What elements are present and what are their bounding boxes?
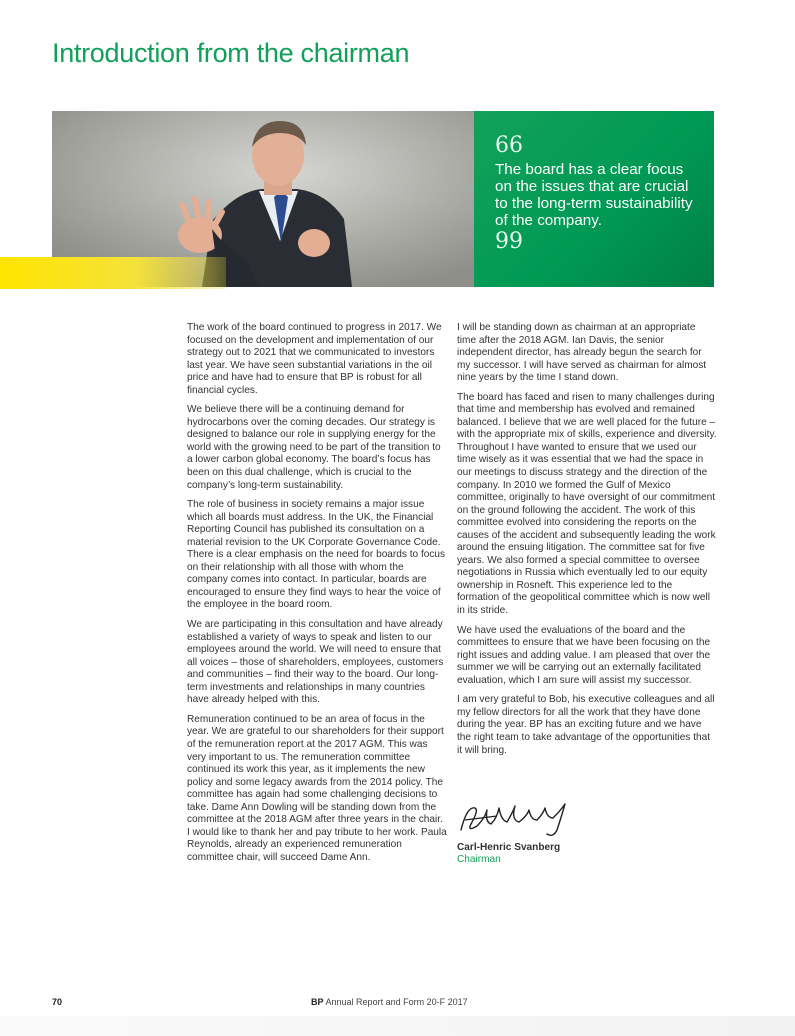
brand-name: BP (311, 997, 324, 1007)
publication-footer (311, 997, 468, 1007)
handwritten-signature (457, 800, 577, 838)
signature-block (457, 800, 657, 865)
body-paragraph: Remuneration continued to be an area of focus in the year. We are grateful to our shareholders for their support of the remuneration report at the 2017 AGM. This was very important to us. The remuneration committee continued its work this year, as it implements the new policy and some legacy awards from the 2014 policy. The committee has again had some challenging decisions to take. Dame Ann Dowling will be standing down from the committee at the 2018 AGM after three years in the chair. I would like to thank her and pay tribute to her work. Paula Reynolds, already an experienced remuneration committee chair, will succeed Dame Ann. (187, 713, 447, 863)
body-paragraph: We believe there will be a continuing demand for hydrocarbons over the coming decades. Our strategy is designed to balance our role in supplying energy for the world with the growing need to be part of the transition to a lower carbon global economy. The board’s focus has been on this dual challenge, which is crucial to the company’s long-term sustainability. (187, 404, 441, 491)
pull-quote-text: The board has a clear focus on the issues that are crucial to the long-term sustainability of the company. (495, 161, 693, 229)
letter-column-left (187, 322, 447, 871)
letter-column-right (457, 322, 717, 764)
hero-banner (52, 111, 714, 287)
body-paragraph: I am very grateful to Bob, his executive colleagues and all my fellow directors for all the work that they have done during the year. BP has an exciting future and we have the right team to take advantage of the opportunities that it will bring. (457, 694, 715, 756)
bottom-strip (0, 1016, 795, 1036)
page-title: Introduction from the chairman (52, 38, 410, 68)
signatory-role: Chairman (457, 854, 501, 865)
body-paragraph: We are participating in this consultation and have already established a variety of ways to speak and listen to our employees around the world. We will need to ensure that all voices – those of shareholders, employees, customers and communities – find their way to the board. Our long-term investments and relationships in many countries have already helped with this. (187, 619, 444, 706)
publication-title: Annual Report and Form 20-F 2017 (325, 997, 468, 1007)
open-quote-icon: 66 (495, 133, 523, 158)
yellow-accent-band (0, 257, 226, 289)
page-number: 70 (52, 997, 63, 1007)
body-paragraph: The role of business in society remains a major issue which all boards must address. In the UK, the Financial Reporting Council has published its consultation on a material revision to the UK Corporate Governance Code. There is a clear emphasis on the need for boards to focus on their relationship with all those with whom the company comes into contact. In particular, boards are encouraged to ensure they find ways to hear the voice of the employee in the board room. (187, 499, 446, 611)
close-quote-icon: 99 (495, 229, 523, 254)
pull-quote-panel (474, 111, 714, 287)
body-paragraph: The board has faced and risen to many challenges during that time and membership has evolved and remained balanced. I believe that we are well placed for the future – with the appropriate mix of skills, experience and diversity. Throughout I have wanted to ensure that we used our time wisely as it was essential that we had the space in our meetings to discuss strategy and the direction of the company. In 2010 we formed the Gulf of Mexico committee, originally to have oversight of our commitment on the ground following the accident. The work of this committee evolved into considering the reports on the causes of the accident and subsequently leading the work around the ensuing litigation. The committee sat for five years. We also formed a special committee to oversee negotiations in Russia which eventually led to our equity ownership in Rosneft. This experience led to the formation of the geopolitical committee which is now well in its stride. (457, 391, 717, 617)
signatory-name: Carl-Henric Svanberg (457, 842, 561, 853)
body-paragraph: I will be standing down as chairman at an appropriate time after the 2018 AGM. Ian Davis, the senior independent director, has already begun the search for my successor. I will have served as chairman for almost nine years by the time I stand down. (457, 322, 707, 384)
body-paragraph: The work of the board continued to progress in 2017. We focused on the development and implementation of our strategy out to 2021 that we communicated to investors last year. We have seen substantial variations in the oil price and have had to ensure that BP is robust for all financial cycles. (187, 322, 442, 396)
body-paragraph: We have used the evaluations of the board and the committees to ensure that we have been focusing on the right issues and adding value. I am pleased that over the summer we will be carrying out an externally facilitated evaluation, which I am sure will assist my successor. (457, 624, 711, 686)
